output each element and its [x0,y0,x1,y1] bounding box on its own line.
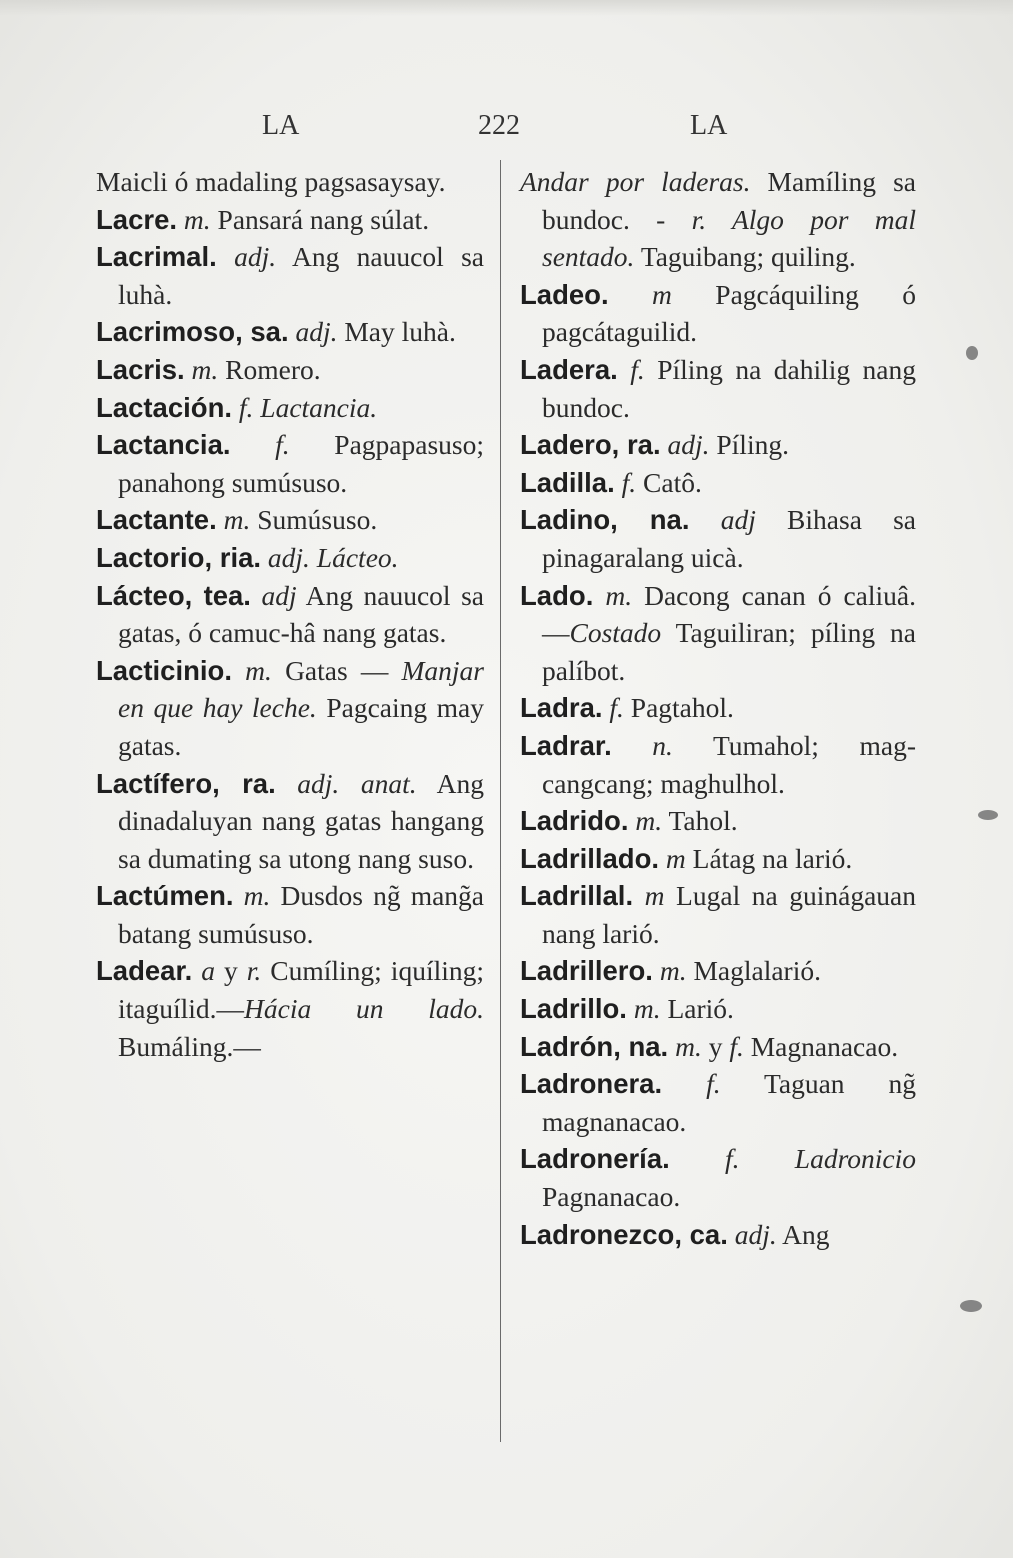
headword: Lacre. [96,203,178,235]
definition-text: Bumáling.— [118,1030,261,1062]
definition-text [593,580,605,611]
definition-text [618,354,630,385]
definition-text [662,1068,706,1099]
italic-text: f. [630,353,645,385]
headword: Ladeo. [520,278,609,310]
definition-text: Magnanacao. [743,1030,899,1062]
italic-text: adj [720,504,756,536]
definition-text: Tahol. [662,805,738,837]
headword: Ladilla. [520,466,615,498]
italic-text: f. [275,429,290,461]
definition-text [177,204,184,235]
italic-text: m. [605,579,633,611]
italic-text: Manjar en que hay leche. [118,654,484,724]
definition-text [276,768,298,799]
definition-text [653,955,660,986]
italic-text: - r. Algo por mal sentado. [542,203,916,273]
italic-text: m. [183,203,211,235]
right-column-entry [520,840,916,878]
definition-text: Catô. [636,466,702,498]
left-column-entry [96,201,484,239]
definition-text: Látag na larió. [685,842,853,874]
right-column-entry [520,163,916,276]
left-column-entry [96,389,484,427]
definition-text: Romero. [218,353,321,385]
italic-text: adj. [295,316,338,348]
italic-text: adj. [667,429,710,461]
italic-text: adj. Lácteo. [267,541,399,573]
definition-text [261,542,268,573]
headword: Lacticinio. [96,654,232,686]
definition-text: Mamíling sa bundoc. [542,166,916,235]
header-left-guide-word: LA [262,110,300,141]
italic-text: m. [223,504,251,536]
italic-text: m. [245,654,272,686]
ink-blot [960,1300,982,1312]
italic-text: f. [706,1068,721,1100]
italic-text: r. [246,955,262,987]
right-column [520,163,916,1253]
left-column-entry [96,877,484,952]
right-column-entry [520,501,916,576]
italic-text: m. [675,1030,702,1062]
headword: Ladino, na. [520,504,690,536]
page-number: 222 [478,110,520,141]
italic-text: f. [729,1030,744,1062]
definition-text [232,655,245,686]
definition-text: Larió. [660,993,734,1025]
definition-text: Sumúsuso. [250,504,378,536]
definition-text: y [701,1030,730,1062]
left-column-entry [96,765,484,878]
definition-text [609,279,652,310]
definition-text [234,880,244,911]
definition-text [670,1143,725,1174]
definition-text: Taguan ng̃ magnanacao. [542,1068,916,1137]
left-column-entry [96,238,484,313]
headword: Ladronería. [520,1143,670,1175]
header-right-guide-word: LA [690,110,728,141]
definition-text: Ang nauucol sa gatas, ó camuc-hâ nang gatas. [118,579,484,649]
right-column-entry [520,1065,916,1140]
definition-text [615,467,622,498]
headword: Ladear. [96,955,193,987]
definition-text [217,504,224,535]
definition-text [728,1219,735,1250]
right-column-entry [520,1216,916,1254]
left-column-entry [96,577,484,652]
left-column-entry [96,313,484,351]
headword: Ladrillero. [520,955,653,987]
definition-text [689,504,720,535]
headword: Lactorio, ria. [96,541,262,573]
definition-text [231,429,276,460]
headword: Ladronera. [520,1068,663,1100]
italic-text: f. Ladronicio [725,1143,916,1175]
definition-text [633,880,645,911]
left-column-entry [96,539,484,577]
italic-text: adj. anat. [297,767,417,799]
right-column-entry [520,990,916,1028]
italic-text: Costado [569,617,662,649]
definition-text [217,241,234,272]
definition-text: Tumahol; magcangcang; maghulhol. [542,729,917,799]
left-column-entry [96,501,484,539]
definition-text: Pagcáquiling ó pagcátaguilid. [542,278,916,348]
headword: Lactífero, ra. [96,767,276,799]
right-column-entry [520,1140,916,1215]
left-column [96,163,484,1065]
definition-text: Ang [776,1218,830,1250]
definition-text: Ang dinadaluyan nang gatas hangang sa dumating sa utong nang suso. [118,767,484,874]
definition-text: Lugal na guinágauan nang larió. [542,880,917,949]
definition-text [627,993,634,1024]
right-column-entry [520,877,916,952]
italic-text: f. [609,692,624,724]
italic-text: a [201,955,216,987]
headword: Ladrillo. [520,993,627,1025]
definition-text [251,580,262,611]
right-column-entry [520,464,916,502]
headword: Ladrillal. [520,880,634,912]
definition-text [185,354,192,385]
definition-text: May luhà. [337,316,456,348]
right-column-entry [520,276,916,351]
definition-text [659,843,666,874]
italic-text: m [652,278,672,310]
page-top-edge [0,0,1013,16]
headword: Ladronezco, ca. [520,1218,728,1250]
italic-text: m. [635,805,663,837]
definition-text: Taguiliran; píling na palíbot. [542,617,916,686]
headword: Lacris. [96,353,185,385]
headword: Ladrillado. [520,842,660,874]
definition-text: Píling. [709,429,789,461]
left-column-entry [96,652,484,765]
headword: Lacrimoso, sa. [96,316,289,348]
headword: Ladra. [520,692,603,724]
definition-text: Pansará nang súlat. [210,203,430,235]
italic-text: adj [261,579,297,611]
headword: Ladrar. [520,729,612,761]
headword: Lactúmen. [96,880,234,912]
definition-text: y [215,955,247,987]
headword: Ladrido. [520,805,629,837]
definition-text: Bihasa sa pinagaralang uicà. [542,504,917,573]
headword: Lácteo, tea. [96,579,251,611]
definition-text: Gatas — [271,654,402,686]
headword: Lacrimal. [96,241,217,273]
italic-text: f. Lactancia. [238,391,378,423]
headword: Ladrón, na. [520,1030,669,1062]
headword: Lactante. [96,504,217,536]
right-column-entry [520,351,916,426]
definition-text: Pagcaing may gatas. [118,692,484,761]
definition-text: Dusdos ng̃ mang̃a batang sumúsuso. [118,880,484,949]
right-column-entry [520,577,916,690]
italic-text: m [644,880,665,912]
right-column-entry [520,689,916,727]
italic-text: m. [191,353,219,385]
italic-text: m. [659,955,687,987]
italic-text: adj. [234,241,277,273]
right-column-entry [520,727,916,802]
definition-text: Cumíling; iquíling; itaguílid.— [118,955,485,1025]
italic-text: m. [633,993,661,1025]
definition-text: Ang nauucol sa luhà. [118,241,484,310]
ink-blot [978,810,998,820]
right-column-entry [520,952,916,990]
italic-text: n. [652,729,673,761]
headword: Lactación. [96,391,233,423]
ink-blot [966,346,978,360]
definition-text [232,392,239,423]
running-header [0,110,1013,150]
definition-text: Pagtahol. [623,692,734,724]
definition-text: Taguibang; quiling. [634,241,856,273]
headword: Ladera. [520,353,618,385]
definition-text: Pagnanacao. [542,1181,681,1213]
left-column-entry [96,351,484,389]
italic-text: adj. [734,1218,777,1250]
italic-text: m. [243,880,271,912]
italic-text: m [665,842,686,874]
italic-text: Hácia un lado. [244,993,484,1025]
headword: Ladero, ra. [520,429,661,461]
column-divider [500,160,501,1442]
left-column-entry [96,163,484,201]
definition-text [612,730,653,761]
definition-text [192,955,201,986]
right-column-entry [520,1028,916,1066]
definition-text: Maglalarió. [686,955,821,987]
left-column-entry [96,952,484,1065]
definition-text: Píling na dahilig nang bundoc. [542,353,916,423]
italic-text: f. [621,466,637,498]
right-column-entry [520,802,916,840]
headword: Lactancia. [96,429,231,461]
headword: Lado. [520,579,594,611]
right-column-entry [520,426,916,464]
definition-text: Maicli ó madaling pagsasaysay. [96,166,446,197]
definition-text: Pagpapasuso; panahong sumúsuso. [118,429,484,498]
definition-text: Dacong canan ó caliuâ.— [542,579,916,649]
left-column-entry [96,426,484,501]
italic-text: Andar por laderas. [520,166,751,197]
